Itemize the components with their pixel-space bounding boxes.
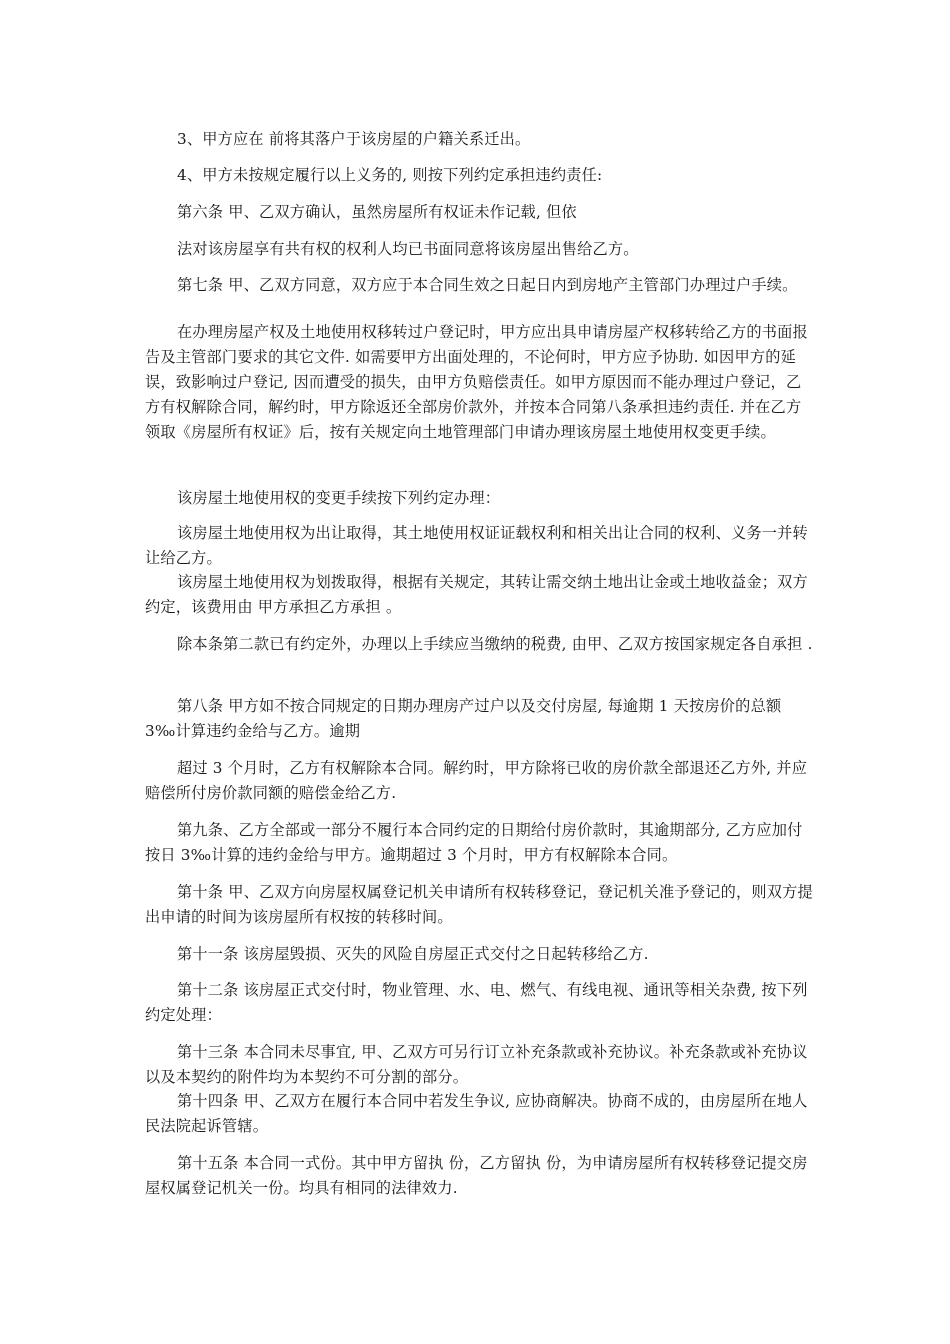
paragraph-article-7-transfer-registration: 在办理房屋产权及土地使用权移转过户登记时，甲方应出具申请房屋产权移转给乙方的书面报告及主管部门要求的其它文件. 如需要甲方出面处理的，不论何时，甲方应予协助. 如因甲方的延误，致影响过户登记, 因而遭受的损失，由甲方负赔偿责任。如甲方原因而不能办理过户登记，乙方有权解除合同，解约时，甲方除返还全部房价款外，并按本合同第八条承担违约责任. 并在乙方领取《房屋所有权证》后，按有关规定向土地管理部门申请办理该房屋土地使用权变更手续。 [145, 323, 808, 441]
paragraph-article-12: 第十二条 该房屋正式交付时，物业管理、水、电、燃气、有线电视、通讯等相关杂费, 按下列约定处理： [145, 981, 808, 1024]
paragraph-land-use-change: 该房屋土地使用权的变更手续按下列约定办理： [177, 489, 501, 507]
paragraph-article-11: 第十一条 该房屋毁损、灭失的风险自房屋正式交付之日起转移给乙方. [177, 945, 649, 963]
paragraph-article-14: 第十四条 甲、乙双方在履行本合同中若发生争议, 应协商解决。协商不成的，由房屋所在地人民法院起诉管辖。 [145, 1092, 808, 1135]
paragraph-article-8-part2: 超过 3 个月时，乙方有权解除本合同。解约时，甲方除将已收的房价款全部退还乙方外, 并应赔偿所付房价款同额的赔偿金给乙方. [145, 759, 808, 802]
paragraph-article-8-part1: 第八条 甲方如不按合同规定的日期办理房产过户以及交付房屋, 每逾期 1 天按房价的总额 3‰计算违约金给与乙方。逾期 [145, 697, 782, 740]
paragraph-article-15: 第十五条 本合同一式份。其中甲方留执 份，乙方留执 份，为申请房屋所有权转移登记提交房屋权属登记机关一份。均具有相同的法律效力. [145, 1154, 808, 1197]
paragraph-land-use-allocation: 该房屋土地使用权为划拨取得，根据有关规定，其转让需交纳土地出让金或土地收益金；双方约定，该费用由 甲方承担乙方承担 。 [145, 573, 808, 616]
paragraph-article-7: 第七条 甲、乙双方同意，双方应于本合同生效之日起日内到房地产主管部门办理过户手续。 [177, 276, 798, 294]
paragraph-breach-liability: 4、甲方未按规定履行以上义务的, 则按下列约定承担违约责任: [177, 166, 603, 184]
paragraph-article-10: 第十条 甲、乙双方向房屋权属登记机关申请所有权转移登记，登记机关准予登记的，则双方提出申请的时间为该房屋所有权按的转移时间。 [145, 883, 813, 926]
paragraph-land-use-grant: 该房屋土地使用权为出让取得，其土地使用权证证载权利和相关出让合同的权利、义务一并转让给乙方。 [145, 524, 808, 567]
paragraph-taxes-fees: 除本条第二款已有约定外，办理以上手续应当缴纳的税费, 由甲、乙双方按国家规定各自承担 . [177, 635, 813, 653]
paragraph-article-13: 第十三条 本合同未尽事宜, 甲、乙双方可另行订立补充条款或补充协议。补充条款或补充协议以及本契约的附件均为本契约不可分割的部分。 [145, 1043, 808, 1086]
paragraph-article-6-part1: 第六条 甲、乙双方确认，虽然房屋所有权证未作记载, 但依 [177, 203, 577, 221]
paragraph-article-6-part2: 法对该房屋享有共有权的权利人均已书面同意将该房屋出售给乙方。 [177, 240, 639, 258]
paragraph-household-registration: 3、甲方应在 前将其落户于该房屋的户籍关系迁出。 [177, 130, 531, 148]
paragraph-article-9: 第九条、乙方全部或一部分不履行本合同约定的日期给付房价款时，其逾期部分, 乙方应加付按日 3‰计算的违约金给与甲方。逾期超过 3 个月时，甲方有权解除本合同。 [145, 821, 803, 864]
